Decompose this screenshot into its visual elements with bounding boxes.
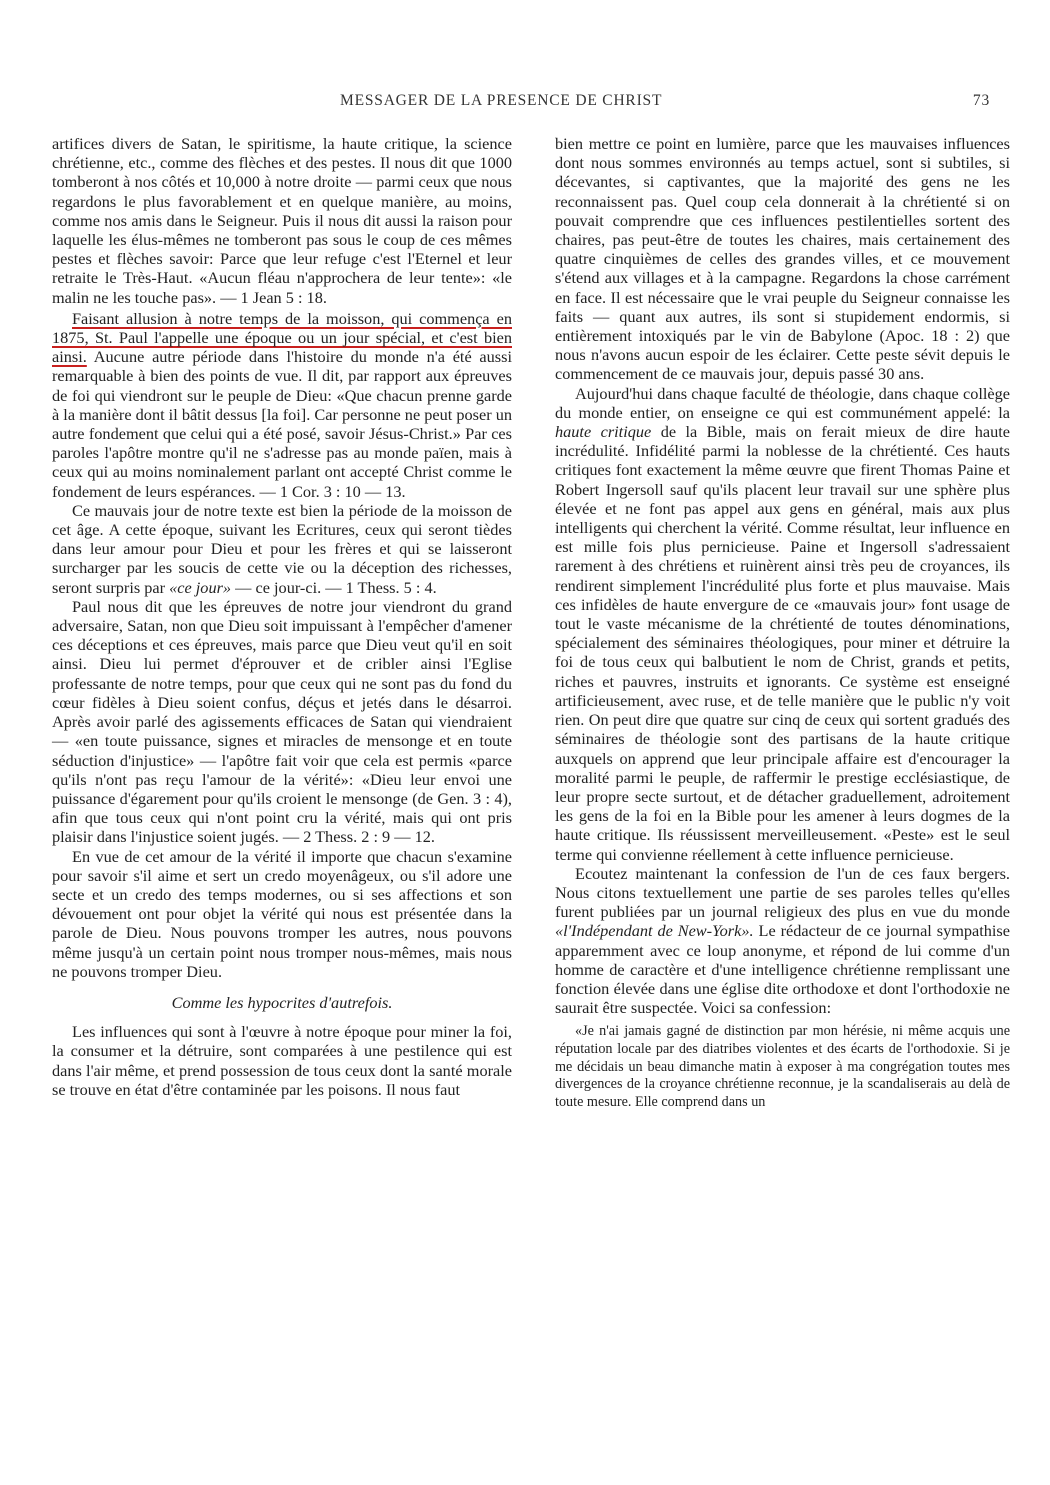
emphasis: «ce jour» [169, 577, 232, 597]
paragraph-text: — ce jour-ci. — 1 Thess. 5 : 4. [235, 577, 437, 597]
highlighted-passage: Faisant allusion à notre temps de la moisson, qui commença en 1875, St. Paul l'appelle une époque ou un jour spécial, et c'est bien ainsi. [52, 308, 512, 367]
paragraph-text: Le rédacteur de ce journal sympathise apparemment avec ce loup anonyme, et répond de lui comme d'un homme de caractère et d'une intelligence chrétienne remplissant une fonction élevée dans une église dite orthodoxe et dont l'orthodoxie ne saurait être suspectée. Voici sa confession: [555, 921, 1010, 1018]
emphasis: «l'Indépendant de New-York». [555, 921, 754, 941]
paragraph-text: Aucune autre période dans l'histoire du monde n'a été aussi remarquable à bien des points de vue. Il dit, par rapport aux épreuves de foi qui viendront sur le peuple de Dieu: «Que chacun prenne garde à la manière dont il bâtit dessus [la foi]. Car personne ne peut poser un autre fondement que celui qui a été posé, savoir Jésus-Christ.» Par ces paroles l'apôtre montre qu'il ne s'adresse pas au monde païen, mais à ceux qui au moins nominalement parlant ont accepté Christ comme le fondement de leurs espérances. — 1 Cor. 3 : 10 — 13. [52, 347, 512, 501]
paragraph-text: Ce mauvais jour de notre texte est bien la période de la moisson de cet âge. A cette époque, suivant les Ecritures, ceux qui seront tièdes dans leur amour pour Dieu et pour les frères et qui se laisseront surcharger par les soucis de cette vie ou la déception des richesses, seront surpris par [52, 500, 512, 597]
journal-title: MESSAGER DE LA PRESENCE DE CHRIST [340, 92, 663, 109]
paragraph [52, 501, 512, 597]
paragraph: Les influences qui sont à l'œuvre à notre époque pour miner la foi, la consumer et la détruire, sont comparées à une pestilence qui est dans l'air même, et prend possession de tous ceux dont la santé morale se trouve en état d'être contaminée par les poisons. Il nous faut [52, 1022, 512, 1099]
block-quote: «Je n'ai jamais gagné de distinction par mon hérésie, ni même acquis une réputation locale par des diatribes violentes et des écarts de l'orthodoxie. Si je me décidais un beau dimanche matin à exposer à ma congrégation toutes mes divergences de la croyance chrétienne reconnue, je la scandaliserais au delà de toute mesure. Elle comprend dans un [555, 1023, 1010, 1110]
paragraph [52, 309, 512, 501]
paragraph-text: de la Bible, mais on ferait mieux de dire haute incrédulité. Infidélité parmi la noblesse de la chrétienté. Ces hauts critiques font exactement la même œuvre que firent Thomas Paine et Robert Ingersoll sauf qu'ils placent leur travail sur une sphère plus élevée et ne font pas appel aux gens en général, mais aux plus intelligents qui cherchent la vérité. Comme résultat, leur influence en est mille fois plus pernicieuse. Paine et Ingersoll s'adressaient rarement à des chrétiens et ruinèrent ainsi très peu de croyances, ils rendirent simplement l'incrédulité plus forte et plus mauvaise. Mais ces infidèles de haute envergure de ce «mauvais jour» font usage de tout le vaste mécanisme de la chrétienté de toutes dénominations, spécialement des séminaires théologiques, pour miner et détruire la foi de tous ceux qui balbutient le nom de Christ, grands et petits, riches et pauvres, instruits et ignorants. Ce système est enseigné artificieusement, avec ruse, et de telle manière que le public n'y voit rien. On peut dire que quatre sur cinq de ceux qui sortent gradués des séminaires de théologie sont des partisans de la haute critique auxquels on apprend que leur principale affaire est d'encourager la moralité parmi le peuple, de raffermir le prestige ecclésiastique, de leur propre secte surtout, et de détacher graduellement, adroitement les gens de la foi en la Bible pour les amener à leurs dogmes de la haute critique. Ils réussissent merveilleusement. «Peste» est le seul terme qui convienne réellement à cette influence pernicieuse. [555, 422, 1010, 864]
running-header [340, 92, 990, 116]
paragraph [555, 864, 1010, 1018]
right-column [555, 134, 1010, 1111]
emphasis: haute critique [555, 422, 652, 442]
paragraph: Paul nous dit que les épreuves de notre jour viendront du grand adversaire, Satan, non que Dieu soit impuissant à l'empêcher d'amener ces déceptions et ces épreuves, mais parce que Dieu veut qu'il en soit ainsi. Dieu lui permet d'éprouver et de cribler ainsi l'Eglise professante de notre temps, pour que ceux qui ne sont pas du fond du cœur fidèles à Dieu soient confus, déçus et jetés dans le désarroi. Après avoir parlé des agissements efficaces de Satan qui viendraient — «en toute puissance, signes et miracles de mensonge et en toute séduction d'injustice» — l'apôtre fait voir que cela est permis «parce qu'ils n'ont pas reçu l'amour de la vérité»: «Dieu leur envoi une puissance d'égarement pour qu'ils croient le mensonge (de Gen. 3 : 4), afin que tous ceux qui n'ont point cru la vérité, mais qui ont pris plaisir dans l'injustice soient jugés. — 2 Thess. 2 : 9 — 12. [52, 596, 512, 847]
paragraph: En vue de cet amour de la vérité il importe que chacun s'examine pour savoir s'il aime et sert un credo moyenâgeux, ou s'il adore une secte et un credo des temps modernes, ou si ses affections et son dévouement ont pour objet la vérité qui nous est présentée dans la parole de Dieu. Nous pouvons tromper les autres, nous pouvons même jusqu'à un certain point nous tromper nous-mêmes, mais nous ne pouvons tromper Dieu. [52, 846, 512, 981]
paragraph-text: Aujourd'hui dans chaque faculté de théologie, dans chaque collège du monde entier, on enseigne ce qui est communément appelé: la [555, 383, 1010, 422]
paragraph-text: Ecoutez maintenant la confession de l'un de ces faux bergers. Nous citons textuellement une partie de ses paroles telles qu'elles furent publiées par un journal religieux des plus en vue du monde [555, 863, 1010, 922]
page-number: 73 [972, 92, 990, 109]
paragraph: bien mettre ce point en lumière, parce que les mauvaises influences dont nous sommes environnés au temps actuel, sont si subtiles, si décevantes, si captivantes, que la majorité des gens ne les reconnaissent pas. Quel coup cela donnerait à la chrétienté si on pouvait comprendre que ces influences pestilentielles sortent des chaires, pas peut-être de toutes les chaires, mais certainement des quatre cinquièmes de celles des grandes villes, et ce mouvement s'étend aux villages et à la campagne. Regardons la chose carrément en face. Il est nécessaire que le vrai peuple du Seigneur connaisse les faits — quant aux autres, ils sont si stupidement endormis, si entièrement intoxiqués par le vin de Babylone (Apoc. 18 : 2) que nous n'avons aucun espoir de les éclairer. Cette peste sévit depuis le commencement de ce mauvais jour, depuis passé 30 ans. [555, 134, 1010, 384]
paragraph: artifices divers de Satan, le spiritisme, la haute critique, la science chrétienne, etc., comme des flèches et des pestes. Il nous dit que 1000 tomberont à nos côtés et 10,000 à notre droite — parmi ceux que nous regardons le plus favorablement et en quelque manière, au moins, comme nos amis dans le Seigneur. Puis il nous dit aussi la raison pour laquelle les élus-mêmes ne tomberont pas sous le coup de ces mêmes pestes et flèches savoir: Parce que leur refuge c'est l'Eternel et leur retraite le Très-Haut. «Aucun fléau n'approchera de leur tente»: «le malin ne les touche pas». — 1 Jean 5 : 18. [52, 134, 512, 307]
left-column [52, 134, 512, 1099]
paragraph [555, 384, 1010, 864]
section-heading: Comme les hypocrites d'autrefois. [171, 992, 393, 1012]
